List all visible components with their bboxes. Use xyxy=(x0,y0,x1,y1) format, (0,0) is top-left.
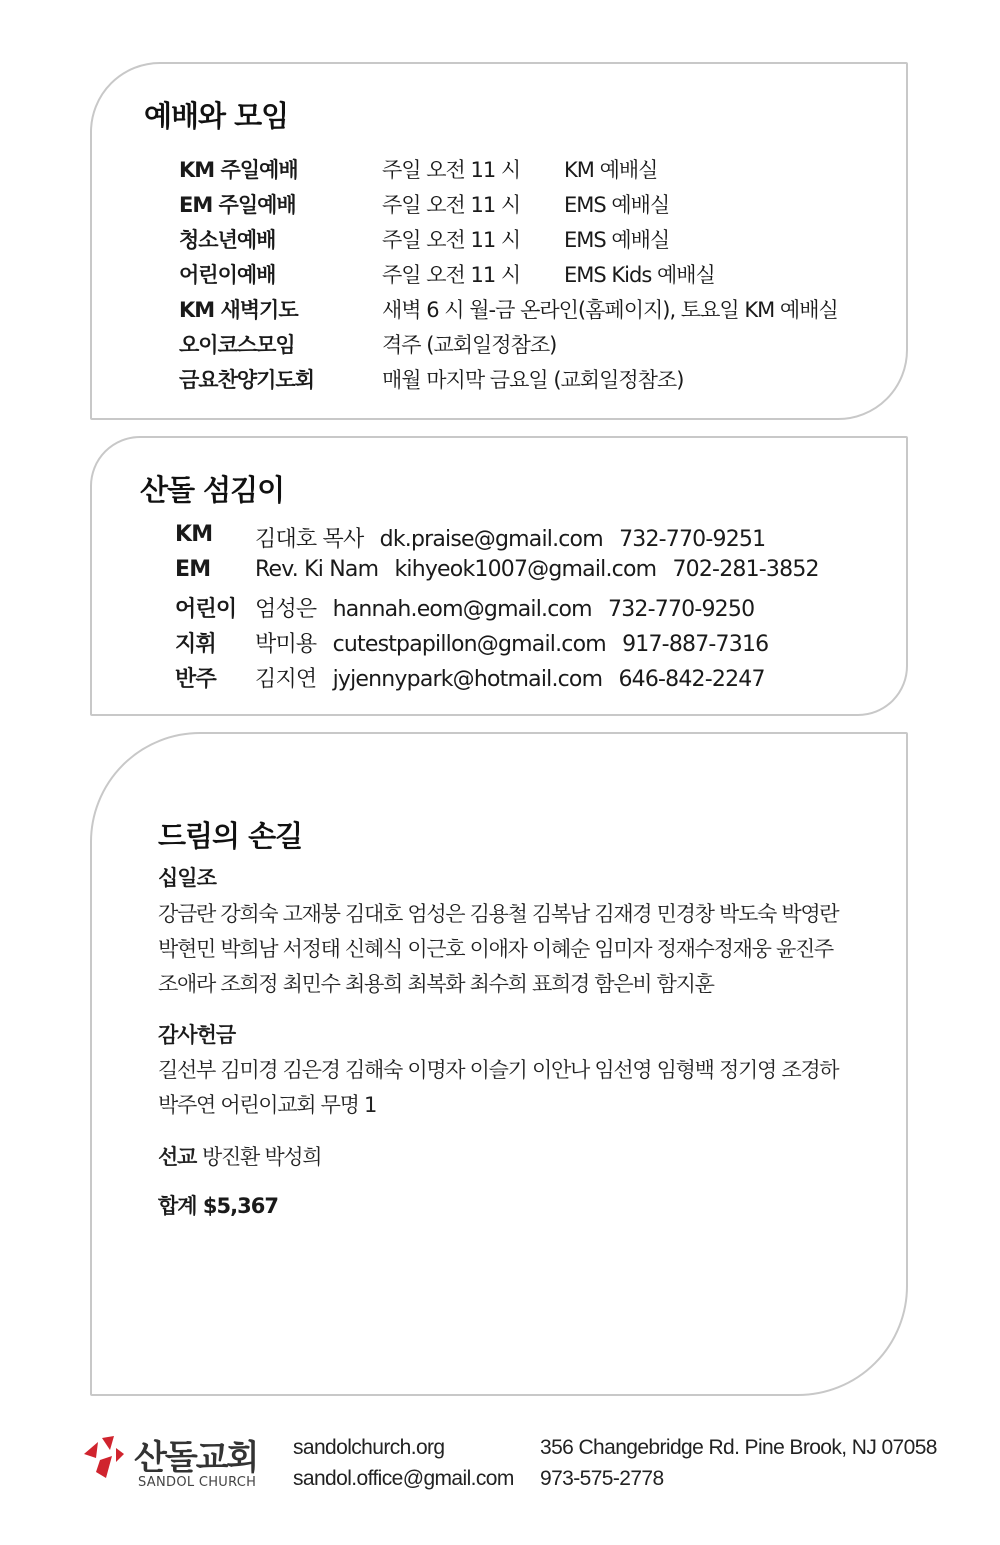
worship-place: KM 예배실 xyxy=(564,158,658,182)
worship-time: 주일 오전 11 시 xyxy=(382,263,521,287)
staff-role: 반주 xyxy=(175,667,216,692)
staff-info xyxy=(255,662,775,693)
staff-phone: 732-770-9250 xyxy=(608,597,755,622)
worship-name: 어린이예배 xyxy=(179,263,276,287)
offering-card xyxy=(90,732,908,1396)
mission-names: 방진환 박성희 xyxy=(201,1145,322,1169)
worship-name: 금요찬양기도회 xyxy=(179,368,315,392)
staff-phone: 917-887-7316 xyxy=(622,632,769,657)
footer-phone: 973-575-2778 xyxy=(540,1467,664,1490)
mission-line xyxy=(158,1141,321,1171)
thanks-names-line: 박주연 어린이교회 무명 1 xyxy=(158,1093,377,1117)
staff-phone: 702-281-3852 xyxy=(672,557,819,582)
worship-name: 청소년예배 xyxy=(179,228,276,252)
total-label: 합계 xyxy=(158,1194,197,1218)
staff-name: 박미용 xyxy=(255,632,317,657)
staff-info xyxy=(255,627,778,658)
staff-email[interactable]: hannah.eom@gmail.com xyxy=(332,597,592,622)
total-line xyxy=(158,1190,278,1220)
tithe-heading: 십일조 xyxy=(158,866,216,890)
staff-role: 어린이 xyxy=(175,597,237,622)
worship-time: 주일 오전 11 시 xyxy=(382,158,521,182)
staff-role: 지휘 xyxy=(175,632,216,657)
staff-email[interactable]: jyjennypark@hotmail.com xyxy=(332,667,603,692)
staff-phone: 646-842-2247 xyxy=(618,667,765,692)
footer-website[interactable]: sandolchurch.org xyxy=(293,1436,445,1459)
staff-name: 김대호 목사 xyxy=(255,527,364,552)
staff-card xyxy=(90,436,908,716)
thanks-heading: 감사헌금 xyxy=(158,1023,236,1047)
worship-place: EMS 예배실 xyxy=(564,228,670,252)
offering-title: 드림의 손길 xyxy=(158,819,303,853)
staff-info xyxy=(255,557,829,582)
worship-place: EMS Kids 예배실 xyxy=(564,263,715,287)
mission-label: 선교 xyxy=(158,1145,196,1169)
staff-email[interactable]: cutestpapillon@gmail.com xyxy=(332,632,606,657)
worship-name: 오이코스모임 xyxy=(179,333,295,357)
staff-name: 엄성은 xyxy=(255,597,317,622)
footer-address: 356 Changebridge Rd. Pine Brook, NJ 07058 xyxy=(540,1436,937,1459)
church-name-korean: 산돌교회 xyxy=(134,1438,258,1478)
worship-title: 예배와 모임 xyxy=(144,99,289,133)
tithe-names-line: 조애라 조희정 최민수 최용희 최복화 최수희 표희경 함은비 함지훈 xyxy=(158,972,714,996)
worship-card xyxy=(90,62,908,420)
worship-name: KM 주일예배 xyxy=(179,158,298,182)
worship-name: EM 주일예배 xyxy=(179,193,296,217)
worship-name: KM 새벽기도 xyxy=(179,298,298,322)
tithe-names-line: 강금란 강희숙 고재붕 김대호 엄성은 김용철 김복남 김재경 민경창 박도숙 박영란 xyxy=(158,902,839,926)
staff-info xyxy=(255,592,764,623)
staff-name: Rev. Ki Nam xyxy=(255,557,379,582)
tithe-names-line: 박현민 박희남 서정태 신혜식 이근호 이애자 이혜순 임미자 정재수정재웅 윤진주 xyxy=(158,937,833,961)
staff-role: KM xyxy=(175,522,213,547)
worship-time: 격주 (교회일정참조) xyxy=(382,333,557,357)
church-logo-icon xyxy=(80,1434,126,1480)
worship-time: 주일 오전 11 시 xyxy=(382,228,521,252)
staff-email[interactable]: kihyeok1007@gmail.com xyxy=(394,557,657,582)
staff-title: 산돌 섬김이 xyxy=(140,473,285,507)
staff-info xyxy=(255,522,775,553)
worship-place: EMS 예배실 xyxy=(564,193,670,217)
footer-email[interactable]: sandol.office@gmail.com xyxy=(293,1467,514,1490)
worship-time: 주일 오전 11 시 xyxy=(382,193,521,217)
footer xyxy=(0,1420,1000,1530)
church-name-english: SANDOL CHURCH xyxy=(138,1475,257,1490)
staff-email[interactable]: dk.praise@gmail.com xyxy=(379,527,603,552)
staff-phone: 732-770-9251 xyxy=(619,527,766,552)
staff-role: EM xyxy=(175,557,211,582)
worship-time: 새벽 6 시 월-금 온라인(홈페이지), 토요일 KM 예배실 xyxy=(382,298,838,322)
thanks-names-line: 길선부 김미경 김은경 김해숙 이명자 이슬기 이안나 임선영 임형백 정기영 조경하 xyxy=(158,1058,839,1082)
worship-time: 매월 마지막 금요일 (교회일정참조) xyxy=(382,368,684,392)
staff-name: 김지연 xyxy=(255,667,317,692)
total-value: $5,367 xyxy=(202,1194,278,1218)
